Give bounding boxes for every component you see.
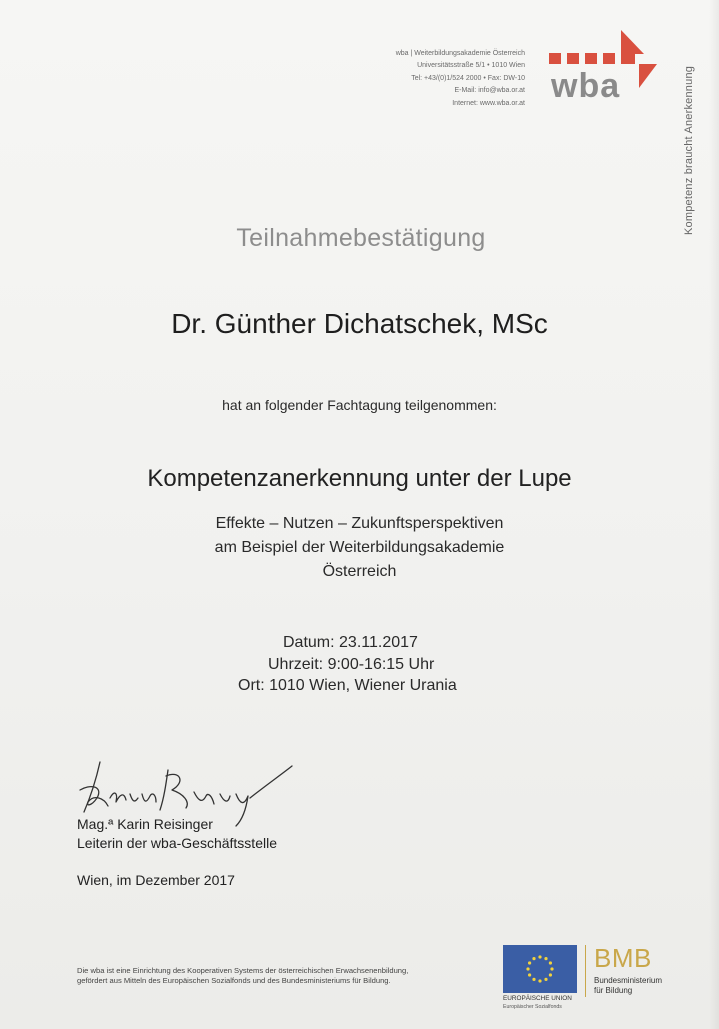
event-time: Uhrzeit: 9:00-16:15 Uhr <box>268 656 435 673</box>
footer-note <box>77 966 408 986</box>
eu-flag-icon <box>503 945 577 993</box>
signer-role: Leiterin der wba-Geschäftsstelle <box>77 835 277 851</box>
signer-block <box>77 815 277 853</box>
contact-line-email: E-Mail: info@wba.or.at <box>454 87 525 95</box>
vertical-tagline: Kompetenz braucht Anerkennung <box>683 65 695 235</box>
eu-fund-label: Europäischer Sozialfonds <box>503 1004 562 1010</box>
event-subtitle-line: Effekte – Nutzen – Zukunftsperspektiven <box>215 515 504 532</box>
contact-line-website: Internet: www.wba.or.at <box>452 99 525 107</box>
bmb-divider <box>585 945 586 997</box>
logo-wordmark: wba <box>551 67 621 105</box>
footer-note-line: gefördert aus Mitteln des Europäischen Sozialfonds und des Bundesministeriums für Bildung. <box>77 976 391 985</box>
bmb-ministry-line: Bundesministerium <box>594 976 663 985</box>
document-title: Teilnahmebestätigung <box>236 224 486 252</box>
signer-name: Mag.ª Karin Reisinger <box>77 816 213 832</box>
event-subtitle-line: am Beispiel der Weiterbildungsakademie <box>214 539 505 556</box>
footer-note-line: Die wba ist eine Einrichtung des Kooperativen Systems der österreichischen Erwachsenenbildung, <box>77 966 409 975</box>
place-and-date: Wien, im Dezember 2017 <box>77 872 235 888</box>
bmb-ministry-name <box>594 976 662 996</box>
bmb-ministry-line: für Bildung <box>594 986 633 995</box>
participant-name: Dr. Günther Dichatschek, MSc <box>171 308 548 339</box>
event-subtitle-line: Österreich <box>322 563 397 580</box>
contact-line-organization: wba | Weiterbildungsakademie Österreich <box>395 50 525 57</box>
event-location: Ort: 1010 Wien, Wiener Urania <box>238 677 457 694</box>
participation-statement: hat an folgender Fachtagung teilgenommen: <box>222 397 497 413</box>
event-title: Kompetenzanerkennung unter der Lupe <box>147 465 572 492</box>
contact-block <box>340 48 525 110</box>
contact-line-address: Universitätsstraße 5/1 • 1010 Wien <box>417 62 525 70</box>
eu-stars-icon <box>503 945 577 993</box>
bmb-logo: BMB <box>594 943 652 973</box>
contact-line-phone: Tel: +43/(0)1/524 2000 • Fax: DW-10 <box>411 74 525 82</box>
eu-label: EUROPÄISCHE UNION <box>503 995 572 1002</box>
event-date: Datum: 23.11.2017 <box>283 634 418 651</box>
